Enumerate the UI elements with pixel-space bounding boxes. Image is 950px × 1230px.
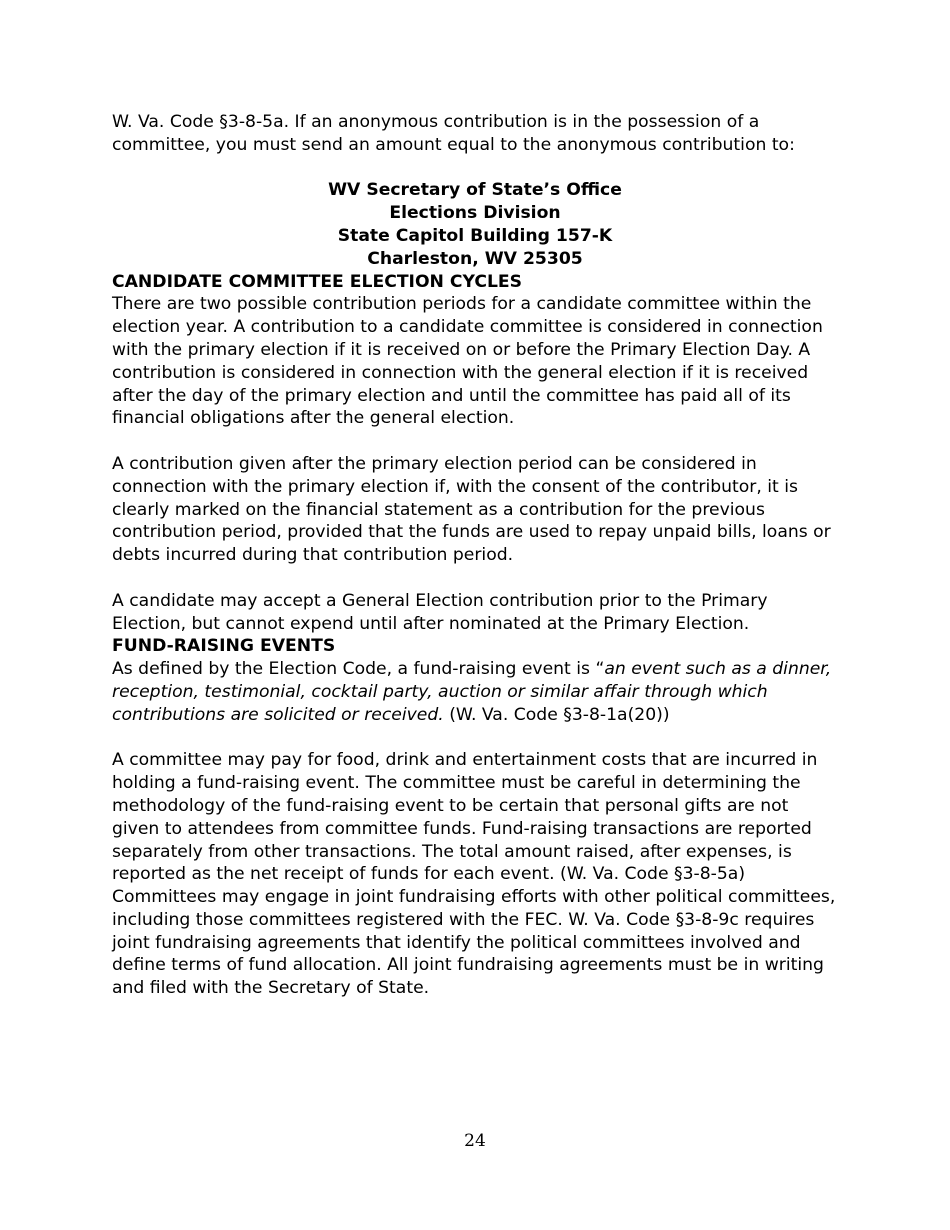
fund-raising-paragraph-2: A committee may pay for food, drink and entertainment costs that are incurred in holding a fund-raising event. The committee must be careful in determining the methodology of the fund-raising event to be certain that personal gifts are not given to attendees from committee funds. Fund-raising transactions are reported separately from other transactions. The total amount raised, after expenses, is reported as the net receipt of funds for each event. (W. Va. Code §3-8-5a)	[112, 750, 818, 885]
document-page	[112, 111, 838, 1000]
address-line-building: State Capitol Building 157-K	[337, 225, 613, 246]
section-heading-election-cycles: CANDIDATE COMMITTEE ELECTION CYCLES	[112, 271, 523, 292]
definition-quote: an event such as a dinner, reception, testimonial, cocktail party, auction or similar affair through which contributions are solicited or received.	[112, 659, 832, 725]
address-line-office: WV Secretary of State’s Office	[328, 180, 622, 201]
election-cycles-paragraph-2: A contribution given after the primary election period can be considered in connection with the primary election if, with the consent of the contributor, it is clearly marked on the financial statement as a contribution for the previous contribution period, provided that the funds are used to repay unpaid bills, loans or debts incurred during that contribution period.	[112, 453, 831, 566]
address-line-division: Elections Division	[389, 203, 561, 224]
election-cycles-paragraph-3: A candidate may accept a General Election contribution prior to the Primary Election, but cannot expend until after nominated at the Primary Election.	[112, 590, 768, 634]
election-cycles-paragraph-1: There are two possible contribution periods for a candidate committee within the election year. A contribution to a candidate committee is considered in connection with the primary election if it is received on or before the Primary Election Day. A contribution is considered in connection with the general election if it is received after the day of the primary election and until the committee has paid all of its financial obligations after the general election.	[112, 294, 823, 429]
section-heading-fund-raising: FUND-RAISING EVENTS	[112, 636, 336, 657]
address-line-city: Charleston, WV 25305	[367, 248, 583, 269]
definition-prefix: As defined by the Election Code, a fund-raising event is “	[112, 659, 605, 680]
mailing-address	[112, 179, 838, 270]
fund-raising-paragraph-3: Committees may engage in joint fundraising efforts with other political committees, including those committees registered with the FEC. W. Va. Code §3-8-9c requires joint fundraising agreements that identify the political committees involved and define terms of fund allocation. All joint fundraising agreements must be in writing and filed with the Secretary of State.	[112, 887, 836, 999]
page-number: 24	[464, 1131, 486, 1151]
definition-citation: (W. Va. Code §3-8-1a(20))	[443, 704, 670, 725]
fund-raising-definition	[112, 658, 838, 726]
intro-paragraph: W. Va. Code §3-8-5a. If an anonymous contribution is in the possession of a committee, you must send an amount equal to the anonymous contribution to:	[112, 112, 795, 155]
